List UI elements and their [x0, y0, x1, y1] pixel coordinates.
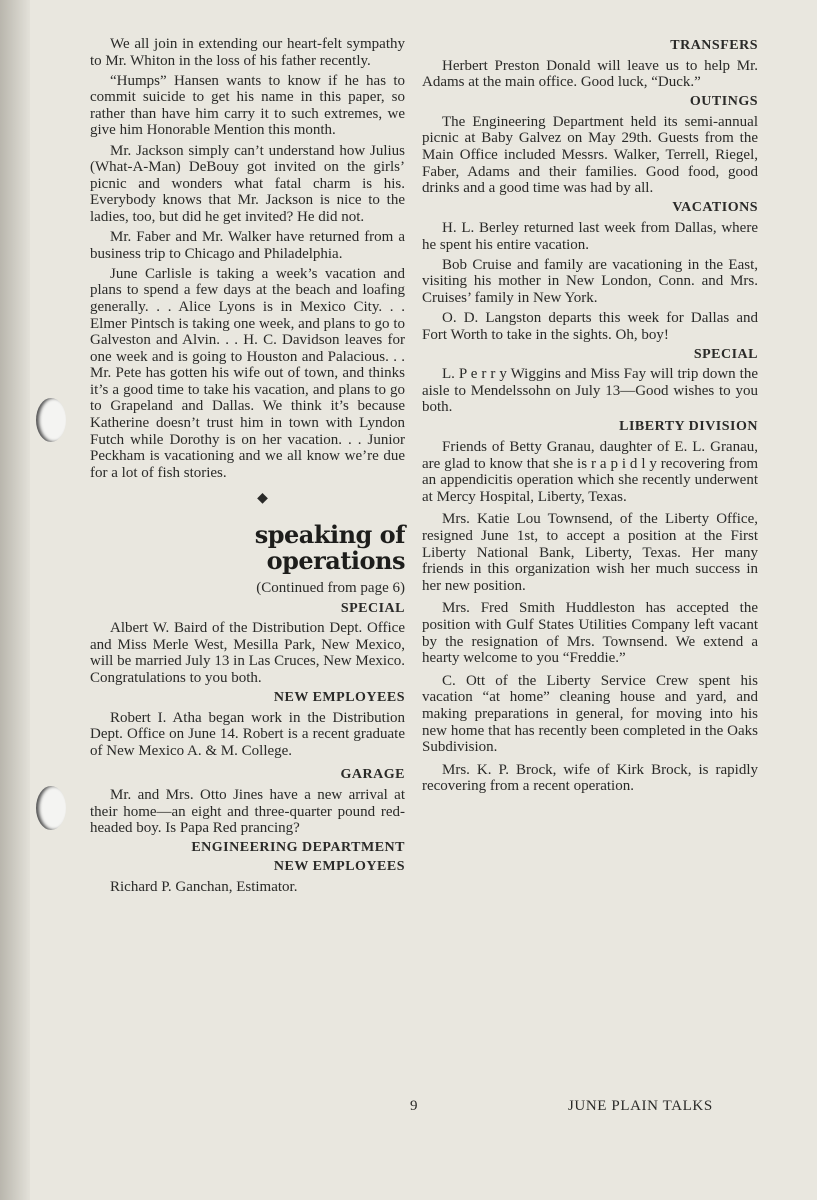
paragraph: The Engineering Department held its semi-annual picnic at Baby Galvez on May 29th. Guests from the Main Office included Messrs. Walker, Terrell, Riegel, Faber, Adams and their families. Good food, good drinks and a good time was had by all.	[422, 113, 758, 197]
paragraph: Mrs. Fred Smith Huddleston has accepted the position with Gulf States Utilities Company left vacant by the resignation of Mrs. Townsend. We extend a hearty welcome to you “Freddie.”	[422, 600, 758, 667]
paragraph: Robert I. Atha began work in the Distribution Dept. Office on June 14. Robert is a recent graduate of New Mexico A. & M. College.	[90, 709, 405, 759]
paragraph: Albert W. Baird of the Distribution Dept. Office and Miss Merle West, Mesilla Park, New Mexico, will be married July 13 in Las Cruces, New Mexico. Congratulations to you both.	[90, 620, 405, 686]
continued-note: (Continued from page 6)	[256, 580, 405, 597]
paragraph: O. D. Langston departs this week for Dallas and Fort Worth to take in the sights. Oh, boy!	[422, 309, 758, 343]
heading-vacations: VACATIONS	[672, 200, 758, 216]
punch-hole	[36, 786, 66, 830]
heading-liberty-division: LIBERTY DIVISION	[619, 419, 758, 435]
heading-new-employees: NEW EMPLOYEES	[273, 690, 405, 706]
heading-transfers: TRANSFERS	[670, 38, 758, 53]
binding-shadow	[0, 0, 30, 1200]
diamond-ornament-icon: ◆	[257, 491, 268, 507]
right-column	[422, 36, 758, 798]
paragraph: H. L. Berley returned last week from Dallas, where he spent his entire vacation.	[422, 219, 758, 253]
paragraph: Mrs. Katie Lou Townsend, of the Liberty Office, resigned June 1st, to accept a position at the First Liberty National Bank, Liberty, Texas. Her many friends in this organization wish her much success in her new position.	[422, 511, 758, 594]
paragraph: We all join in extending our heart-felt sympathy to Mr. Whiton in the loss of his father recently.	[90, 36, 405, 69]
paragraph: Friends of Betty Granau, daughter of E. L. Granau, are glad to know that she is r a p i d l y recovering from an appendicitis operation which she recently underwent at Mercy Hospital, Liberty, Texas.	[422, 439, 758, 505]
paragraph: Herbert Preston Donald will leave us to help Mr. Adams at the main office. Good luck, “Duck.”	[422, 57, 758, 91]
paragraph: Mrs. K. P. Brock, wife of Kirk Brock, is rapidly recovering from a recent operation.	[422, 761, 758, 795]
heading-eng-new-employees: NEW EMPLOYEES	[273, 858, 405, 874]
heading-special: SPECIAL	[340, 600, 405, 616]
paragraph: Mr. and Mrs. Otto Jines have a new arrival at their home—an eight and three-quarter pound red-headed boy. Is Papa Red prancing?	[90, 787, 405, 837]
paragraph: “Humps” Hansen wants to know if he has to commit suicide to get his name in this paper, so rather than have him carry it to such extremes, we give him Honorable Mention this month.	[90, 72, 405, 139]
paragraph: Mr. Jackson simply can’t understand how Julius (What-A-Man) DeBouy got invited on the girls’ picnic and wonders what fatal charm is his. Everybody knows that Mr. Jackson is nice to the ladies, too, but did he get invited? He did not.	[90, 142, 405, 225]
heading-engineering: ENGINEERING DEPARTMENT	[191, 840, 405, 856]
page-number: 9	[410, 1098, 418, 1114]
heading-special: SPECIAL	[693, 346, 758, 362]
heading-outings: OUTINGS	[689, 94, 758, 110]
paragraph: Richard P. Ganchan, Estimator.	[110, 878, 298, 895]
punch-hole	[36, 398, 66, 442]
magazine-title: JUNE PLAIN TALKS	[568, 1098, 713, 1114]
paragraph: June Carlisle is taking a week’s vacation and plans to spend a few days at the beach and loafing generally. . . Alice Lyons is in Mexico City. . . Elmer Pintsch is taking one week, and plans to go to Galveston and Alvin. . . H. C. Davidson leaves for one week and is going to Houston and Palacious. . . Mr. Pete has gotten his wife out of town, and thinks it’s a good time to take his vacation, and plans to go to Grapeland and Dallas. We think it’s because Katherine doesn’t trust him in town with Lyndon Futch while Dorothy is on her vacation. . . Junior Peckham is vacationing and we all know we’re due for a lot of fish stories.	[90, 265, 405, 481]
heading-garage: GARAGE	[340, 767, 405, 783]
paragraph: Mr. Faber and Mr. Walker have returned from a business trip to Chicago and Philadelphia.	[90, 229, 405, 262]
section-title	[90, 522, 405, 574]
title-line: operations	[266, 546, 405, 576]
paragraph: C. Ott of the Liberty Service Crew spent his vacation “at home” cleaning house and yard, and making preparations in general, for moving into his new home that has recently been completed in the Oaks Subdivision.	[422, 672, 758, 756]
title-line: speaking of	[254, 520, 405, 550]
paragraph: Bob Cruise and family are vacationing in the East, visiting his mother in New London, Conn. and Mrs. Cruises’ family in New York.	[422, 256, 758, 306]
left-column	[90, 36, 405, 899]
paragraph: L. P e r r y Wiggins and Miss Fay will trip down the aisle to Mendelssohn on July 13—Good wishes to you both.	[422, 366, 758, 416]
